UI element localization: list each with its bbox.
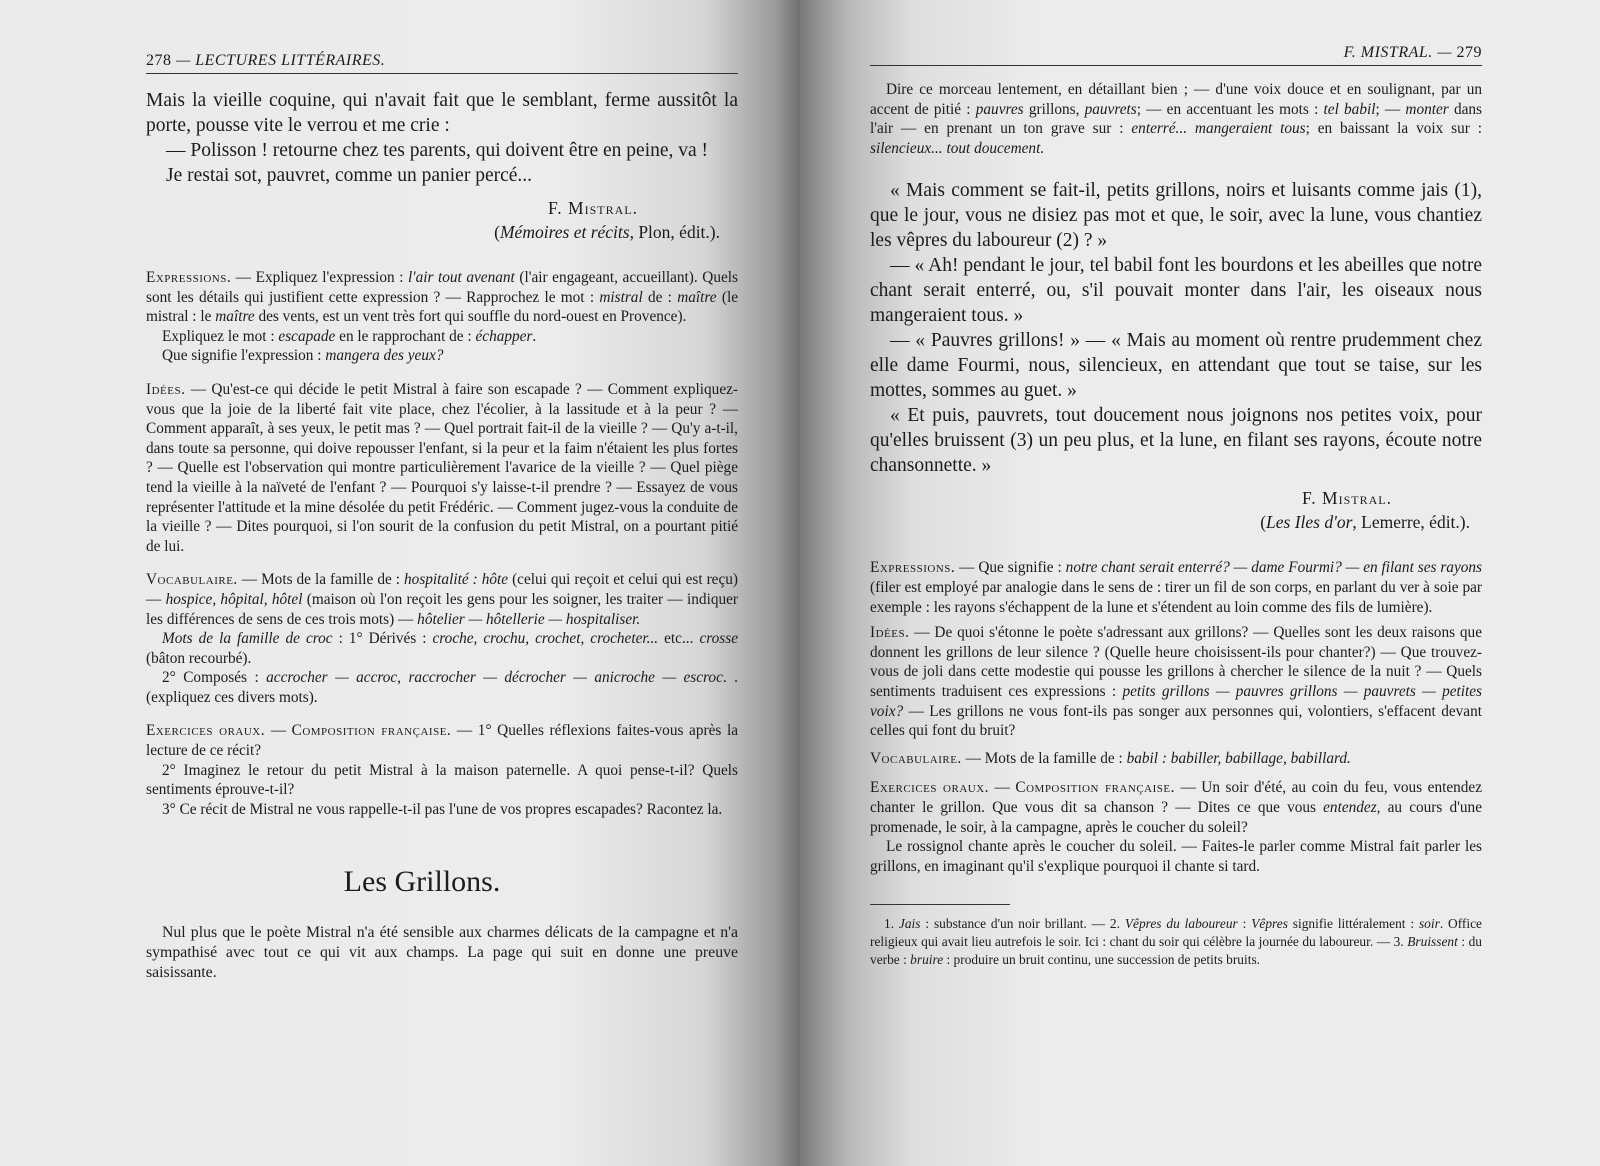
expressions-section: Expressions. — Expliquez l'expression : l'air tout avenant (l'air engageant, accueillant). Quels sont les détails qui justifient cette expression ? — Rapprochez le mot : mistral de : maître (le mistral : le maître des vents, est un vent très fort qui souffle du nord-ouest en Provence). [146, 269, 738, 326]
author-signature: F. Mistral. [1301, 488, 1392, 509]
exercices-section: Exercices oraux. — Composition française. — 1° Quelles réflexions faites-vous après la lecture de ce récit? [146, 722, 738, 760]
section-intro: Nul plus que le poète Mistral n'a été sensible aux charmes délicats de la campagne et n'a sympathisé avec tout ce qui vit aux champs. La page qui suit en donne une preuve saisissante. [146, 924, 738, 982]
source-citation: (Mémoires et récits, Plon, édit.). [494, 222, 720, 242]
footnote-rule [870, 904, 1010, 905]
poem-paragraph: — « Ah! pendant le jour, tel babil font les bourdons et les abeilles que notre chant serait enterré, ou, s'il pouvait monter dans l'air, les oiseaux nous mangeraient tous. » [870, 255, 1482, 327]
left-running-head: 278 — LECTURES LITTÉRAIRES. [146, 52, 738, 74]
vocabulaire-section: Vocabulaire. — Mots de la famille de : babil : babiller, babillage, babillard. [870, 749, 1351, 767]
left-page-number: 278 [146, 52, 172, 69]
vocabulaire-line: 2° Composés : accrocher — accroc, raccrocher — décrocher — anicroche — escroc. . (expliquez ces divers mots). [146, 669, 738, 706]
right-page-number: 279 [1456, 44, 1482, 61]
source-citation: (Les Iles d'or, Lemerre, édit.). [1260, 512, 1470, 533]
author-signature: F. Mistral. [547, 198, 638, 218]
right-page [800, 0, 1600, 1166]
idees-section: Idées. — De quoi s'étonne le poète s'adressant aux grillons? — Quelles sont les deux raisons que donnent les grillons de leur silence ? (Quelle heure choisissent-ils pour chanter?) — Que trouvez-vous de joli dans cette modestie qui pousse les grillons à chercher le silence de la nuit ? — Quels sentiments traduisent ces expressions : petits grillons — pauvres grillons — pauvrets — petites voix? — Les grillons ne vous font-ils pas songer aux personnes qui, volontiers, s'effacent devant celles qui font du bruit? [870, 624, 1482, 740]
expressions-section: Expressions. — Que signifie : notre chant serait enterré? — dame Fourmi? — en filant ses rayons (filer est employé par analogie dans le sens de : tirer un fil de son corps, en parlant du ver à soie par exemple : les rayons s'échappent de la lune et s'étendent au loin comme des fils de lumière). [870, 559, 1482, 616]
poem-paragraph: — « Pauvres grillons! » — « Mais au moment où rentre prudemment chez elle dame Fourmi, nous, silencieux, en attendant que tout se taise, sur les mottes, sommes au guet. » [870, 330, 1482, 402]
exercices-line: 2° Imaginez le retour du petit Mistral à la maison paternelle. A quoi pense-t-il? Quels sentiments éprouve-t-il? [146, 761, 738, 799]
vocabulaire-section: Vocabulaire. — Mots de la famille de : hospitalité : hôte (celui qui reçoit et celui qui est reçu) — hospice, hôpital, hôtel (maison où l'on reçoit les gens pour les soigner, les traiter — indiquer les différences de sens de ces trois mots) — hôtelier — hôtellerie — hospitaliser. [146, 571, 738, 628]
exercices-line: 3° Ce récit de Mistral ne vous rappelle-t-il pas l'une de vos propres escapades? Racontez la. [162, 800, 723, 818]
expressions-line: Expliquez le mot : escapade en le rapprochant de : échapper. [162, 327, 537, 345]
narrative-paragraph: Mais la vieille coquine, qui n'avait fait que le semblant, ferme aussitôt la porte, pousse vite le verrou et me crie : [146, 90, 738, 136]
footnotes: 1. Jais : substance d'un noir brillant. — 2. Vêpres du laboureur : Vêpres signifie littéralement : soir. Office religieux qui avait lieu autrefois le soir. Ici : chant du soir qui célèbre la journée du laboureur. — 3. Bruissent : du verbe : bruire : produire un bruit continu, une succession de petits bruits. [870, 916, 1482, 968]
poem-paragraph: « Mais comment se fait-il, petits grillons, noirs et luisants comme jais (1), que le jour, vous ne disiez pas mot et que, le soir, avec la lune, vous chantiez les vêpres du laboureur (2) ? » [870, 180, 1482, 252]
narrative-paragraph: Je restai sot, pauvret, comme un panier percé... [166, 165, 533, 186]
reading-instructions: Dire ce morceau lentement, en détaillant bien ; — d'une voix douce et en soulignant, par un accent de pitié : pauvres grillons, pauvrets; — en accentuant les mots : tel babil; — monter dans l'air — en prenant un ton grave sur : enterré... mangeraient tous; en baissant la voix sur : silencieux... tout doucement. [870, 81, 1483, 157]
narrative-paragraph: — Polisson ! retourne chez tes parents, qui doivent être en peine, va ! [166, 140, 709, 161]
vocabulaire-line: Mots de la famille de croc : 1° Dérivés : croche, crochu, crochet, crocheter... etc... crosse (bâton recourbé). [146, 630, 738, 667]
poem-paragraph: « Et puis, pauvrets, tout doucement nous joignons nos petites voix, pour qu'elles bruissent (3) un peu plus, et la lune, en filant ses rayons, écoute notre chansonnette. » [870, 405, 1482, 477]
expressions-line: Que signifie l'expression : mangera des yeux? [162, 347, 444, 365]
idees-section: Idées. — Qu'est-ce qui décide le petit Mistral à faire son escapade ? — Comment expliquez-vous que la joie de la liberté fait vite place, chez l'écolier, à la lassitude et à la peur ? — Comment apparaît, à ses yeux, le petit mas ? — Quel portrait fait-il de la vieille ? — Qu'y a-t-il, dans toute sa personne, qui doive repousser l'enfant, si la peur et la faim n'étaient les plus fortes ? — Quelle est l'observation qui montre particulièrement l'avarice de la vieille ? — Quel piège tend la vieille à la naïveté de l'enfant ? — Pourquoi s'y laisse-t-il prendre ? — Essayez de vous représenter l'attitude et la mine désolée du petit Frédéric. — Comment jugez-vous la conduite de la vieille ? — Dites pourquoi, si l'on sourit de la confusion du petit Mistral, on a pourtant pitié de lui. [146, 380, 738, 555]
section-title: Les Grillons. [343, 865, 501, 899]
exercices-section: Exercices oraux. — Composition française. — Un soir d'été, au coin du feu, vous entendez chanter le grillon. Que vous dit sa chanson ? — Dites ce que vous entendez, au cours d'une promenade, le soir, à la campagne, après le coucher du soleil? [870, 779, 1483, 836]
exercices-line: Le rossignol chante après le coucher du soleil. — Faites-le parler comme Mistral fait parler les grillons, en imaginant qu'il s'explique pourquoi il chante si tard. [870, 838, 1482, 875]
right-running-head: F. MISTRAL. — 279 [870, 44, 1482, 66]
